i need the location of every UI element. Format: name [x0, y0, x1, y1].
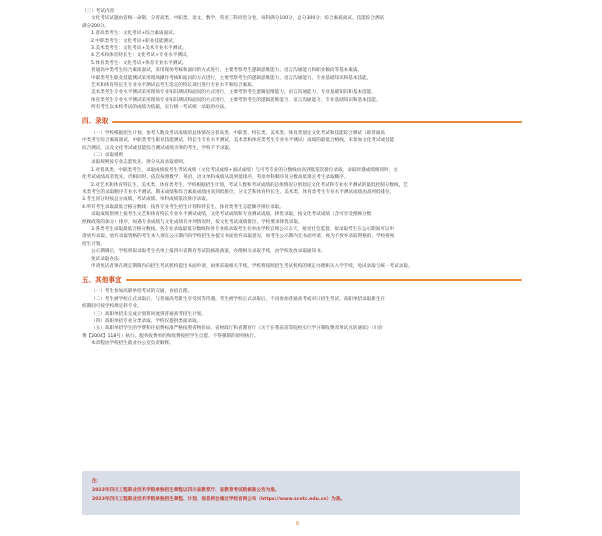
notice-line: 2023年四川工程职业技术学院单独招生章程、计划、信息将会通过学校官网公布（https://www.scetc.edu.cn）为准。	[92, 497, 346, 502]
text-line: 3.美术类考生：文化考试+美术专业水平测试。	[91, 46, 187, 52]
text-line: 校期间可按学校规定转专业。	[82, 304, 142, 310]
text-line: 3.各类考生录取最低合格分数线、各专业录取最低分数线和各专业拟录取考生名单由学校官网公示五天，接受社会监督。拟录取考生在公示期间可以申	[91, 226, 394, 232]
text-line: 申请免试者须在规定期限内向招生考试机构提出书面申请，如果采取相关手续，学校将按照招生考试机构的规定办理相关入学手续，免试录取与统一考试录取。	[91, 264, 413, 269]
text-line: 费【2004】118号）执行。服务收费单的和收费按照学生自愿、不得强制的原则执行。	[82, 333, 259, 339]
text-line: （一）考生参加高职单招考试的交通、食宿自理。	[91, 289, 193, 295]
text-line: （三）高职单招未完成计划将回流到普通高考招生计划。	[91, 311, 206, 317]
text-line: 术类考生的录取顺序专业水平测试、期末成绩和综合素质成绩由高到低排位，分文艺和体育特长生，美术类、体育类考生专业水平测试成绩由高到低排位，	[82, 189, 395, 195]
section-heading-other	[82, 275, 522, 285]
text-line: 1.普高类考生：文化考试+综合素质面试。	[91, 31, 178, 37]
text-line: 招生计划。	[82, 241, 105, 247]
admission-rules-subhead: （二）录取规则	[91, 152, 124, 158]
text-line: 满分200分。	[82, 23, 110, 29]
text-line: 2.中职类考生：文化考试+职业技能测试。	[91, 38, 178, 44]
text-line: 3.考生同分时按总分成绩、考试成绩、单科成绩依次排序录取。	[82, 197, 211, 203]
text-line: 美术类考生专业水平测试采用现场专业知识测试和面问的方式进行，主要考察考生逻辑思维能力、语言沟通能力、专业基础知识和基本技能。	[91, 90, 376, 96]
text-line: 录取规则按专业志愿优先、择分从高录取原则。	[91, 160, 188, 166]
text-line: 艺术和体育特长生专业水平测试以考生选定的特长项目进行专业水平和综合素质。	[91, 83, 257, 89]
notice-box	[82, 471, 520, 515]
text-line: 2.对艺术和体育特长生、美术类、体育类考生，学校根据招生计划，考试人数和考试成绩的总体情况分别划定文化考试和专业水平测试的最低控制分数线，艺	[91, 182, 408, 188]
text-line: （一）学校根据招生计划，参考人数及考试成绩的总体情况分普高类、中职类、特长类、美术类、体育类划定文化考试和技能综合测试（即普通高	[91, 130, 386, 136]
section-divider	[112, 121, 522, 123]
page-number: 6	[296, 521, 300, 527]
text-line: 照顾政策的加分）排序，如遇专业成绩与文化成绩有并列情况时，按文化考试成绩排位，学校要求择优录取。	[82, 219, 303, 225]
text-line: 4.艺术和体育特长生：文化考试+专业水平测试。	[91, 53, 192, 59]
text-line: （五）高职单招学生的学费和住宿费标准严格按照省物价局、省财政厅和省教育厅《关于在我省高等院校实行学分制收费改革试点的通知》（川价	[91, 326, 383, 332]
text-line: 请放弃录取。放弃录取资格的考生本人须在公示期内向学校招生办提交书面放弃录取意见，如考生公示期内无书面申请，视为不放弃录取资格的，学校将视	[82, 234, 395, 240]
text-line: 综合测试，以及文化考试或技能综合测试成绩为零的考生，学校不予录取。	[82, 145, 234, 151]
section-title: 四、录取	[82, 116, 109, 125]
text-line: 本章程由学校招生就业办公室负责解释。	[91, 341, 174, 347]
text-line: 文化考试试题由省统一命制，分普高类、中职类，语文、数学、英语三科同堂分卷，每科满分100分，总分300分；综合素质面试、技能综合测试	[91, 16, 385, 22]
text-line: 化考试成绩高者优先，仍相同时，依次按照数学、英语、语文单科成绩从高到低排序，英语单科顺序及分数高低排定考生录取顺序。	[82, 175, 349, 181]
section-title: 五、其他事宜	[82, 275, 122, 284]
text-line: 中类考生综合素质面试，中职类考生职业技能测试，特长生专业水平测试，美术类和体育类考生专业水平测试）成绩的最低合格线，未参加文化考试或技能	[82, 138, 395, 144]
text-line: （四）高职单招专业分类录取，学校仅提供类面录取。	[91, 319, 202, 325]
notice-label: 注：	[92, 479, 102, 484]
exam-content-subhead: （三）考试内容	[82, 9, 115, 14]
section-heading-admission	[82, 117, 522, 127]
text-line: 公示期满后，学校将拟录取考生名单上报四川省教育考试院核准备案，办理相关录取手续，由学校发放录取通知书。	[91, 249, 326, 255]
text-line: 免试录取办法：	[91, 256, 124, 262]
text-line: 5.体育类考生：文化考试+体育专业水平测试。	[91, 60, 187, 66]
document-body	[82, 8, 522, 348]
text-line: 录取成绩原则上按考生文艺和体育特长专业水平测试成绩，文化考试成绩和专业测试成绩，择优录取，按文化考试成绩（含可享受照顾分数	[91, 212, 372, 218]
text-line: 所有考生以本校考试的成绩为依据，实行统一考试统一录取的办法。	[91, 105, 229, 111]
text-line: 中职类考生职业技能测试采用现场操作考核和面问的方式进行，主要考察考生的逻辑思维能力，语言沟通能力、专业基础知识和基本技能。	[91, 75, 372, 81]
notice-line: 2023年四川工程职业技术学院单独招生章程以四川省教育厅、省教育考试院核准公告为准。	[92, 488, 280, 493]
section-divider	[126, 279, 522, 281]
text-line: 体育类考生专业水平测试采用现场专业知识测试和面问的方式进行，主要考察考生的逻辑思维能力，语言沟通能力，专业基础知识和基本技能。	[91, 97, 381, 103]
text-line: （二）考生被学校正式录取后，与普通高考新生享受同等待遇。考生被学校正式录取后，不再参加普通高考或对口招生考试。高职单招录取新生在	[91, 296, 386, 302]
text-line: 4.所有考生录取最低合格分数线：按各专业考生招生计划和特长生、体育类考生志愿顺序排位录取。	[82, 204, 284, 210]
text-line: 1.对普高类、中职类考生，录取成绩按考生考试成绩（文化考试成绩+面试成绩）与可考专业的分数线由高到低依次排位录取，录取时遇成绩相同时，文	[91, 167, 398, 173]
text-line: 普通高中类考生综合素质面试，采用现场考核和面问的方式进行，主要考察考生逻辑思维能力、语言沟通能力和职业倾向等基本素质。	[91, 68, 363, 74]
